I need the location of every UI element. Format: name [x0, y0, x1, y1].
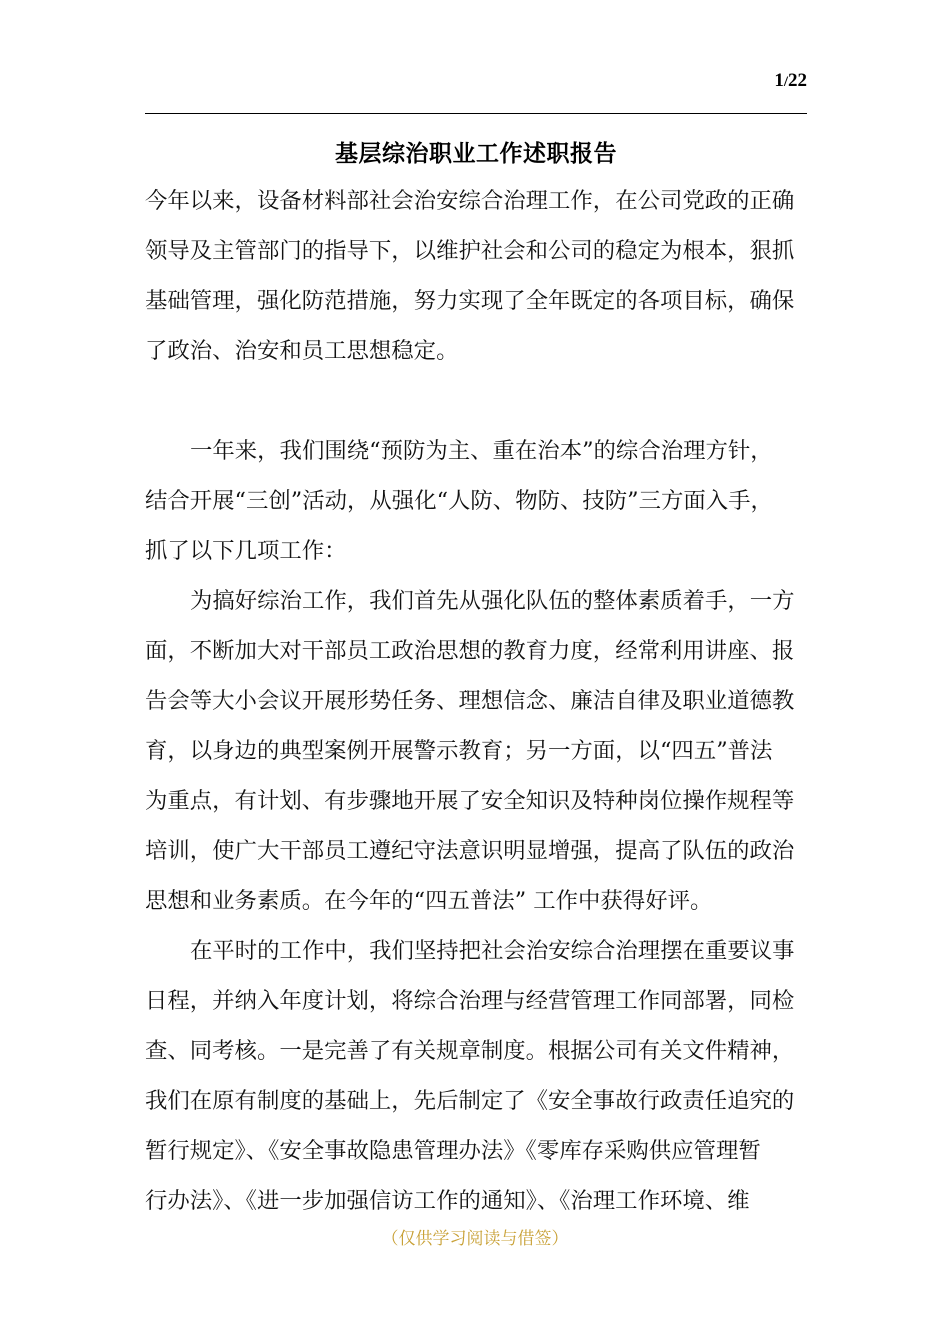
blank-line	[145, 376, 825, 426]
text-line: 育，以身边的典型案例开展警示教育；另一方面，以“四五”普法	[145, 738, 773, 764]
text-line: 面，不断加大对干部员工政治思想的教育力度，经常利用讲座、报	[145, 638, 795, 664]
page-number	[745, 70, 807, 92]
text-line: 思想和业务素质。在今年的“四五普法” 工作中获得好评。	[145, 888, 713, 914]
text-line: 暂行规定》、《安全事故隐患管理办法》《零库存采购供应管理暂	[145, 1138, 761, 1164]
text-line: 行办法》、《进一步加强信访工作的通知》、《治理工作环境、维	[145, 1188, 750, 1214]
text-line: 查、同考核。一是完善了有关规章制度。根据公司有关文件精神，	[145, 1038, 795, 1064]
text-line: 了政治、治安和员工思想稳定。	[145, 338, 459, 364]
text-line: 我们在原有制度的基础上，先后制定了《安全事故行政责任追究的	[145, 1088, 795, 1114]
text-line: 领导及主管部门的指导下，以维护社会和公司的稳定为根本，狠抓	[145, 238, 795, 264]
page-total: 22	[788, 70, 807, 91]
text-line: 为重点，有计划、有步骤地开展了安全知识及特种岗位操作规程等	[145, 788, 795, 814]
page-separator: /	[783, 74, 788, 90]
text-line: 一年来，我们围绕“预防为主、重在治本”的综合治理方针，	[190, 438, 773, 464]
text-line: 今年以来，设备材料部社会治安综合治理工作，在公司党政的正确	[145, 188, 795, 214]
footer-note: （仅供学习阅读与借签）	[381, 1229, 569, 1249]
document-title: 基层综治职业工作述职报告	[335, 140, 617, 167]
text-line: 结合开展“三创”活动，从强化“人防、物防、技防”三方面入手，	[145, 488, 773, 514]
text-line: 基础管理，强化防范措施，努力实现了全年既定的各项目标，确保	[145, 288, 795, 314]
page-current: 1	[774, 70, 784, 91]
header-rule	[145, 113, 807, 114]
text-line: 告会等大小会议开展形势任务、理想信念、廉洁自律及职业道德教	[145, 688, 795, 714]
text-line: 抓了以下几项工作：	[145, 538, 347, 564]
text-line: 为搞好综治工作，我们首先从强化队伍的整体素质着手，一方	[190, 588, 795, 614]
text-line: 在平时的工作中，我们坚持把社会治安综合治理摆在重要议事	[190, 938, 795, 964]
document-body	[145, 176, 825, 1226]
text-line: 日程，并纳入年度计划，将综合治理与经营管理工作同部署，同检	[145, 988, 795, 1014]
text-line: 培训，使广大干部员工遵纪守法意识明显增强，提高了队伍的政治	[145, 838, 795, 864]
